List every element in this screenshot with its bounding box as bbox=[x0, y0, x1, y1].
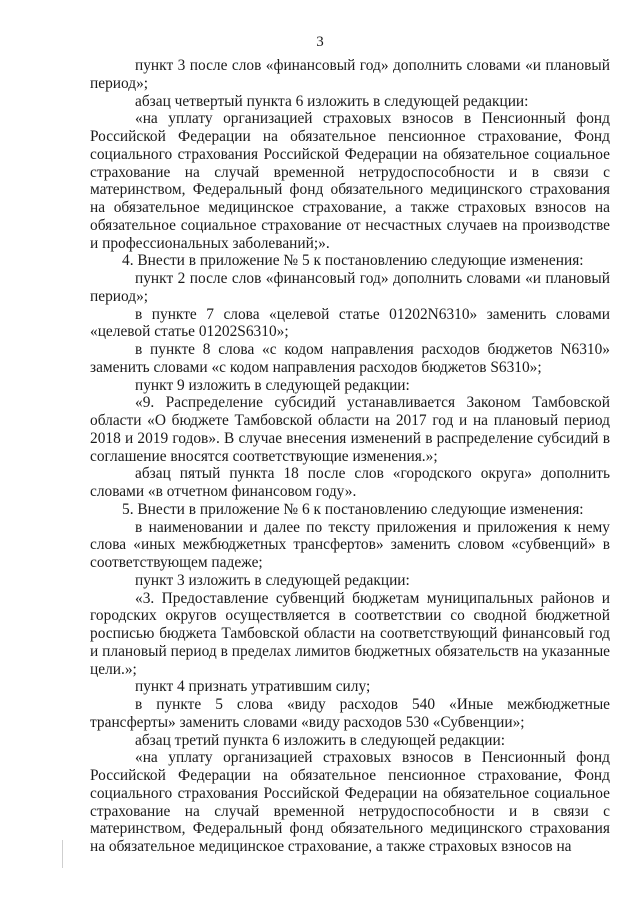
paragraph: абзац пятый пункта 18 после слов «городского округа» дополнить словами «в отчетном финансовом году». bbox=[90, 465, 610, 500]
paragraph: пункт 4 признать утратившим силу; bbox=[135, 678, 371, 696]
paragraph: абзац четвертый пункта 6 изложить в следующей редакции: bbox=[135, 92, 529, 110]
section-heading: 5. Внести в приложение № 6 к постановлению следующие изменения: bbox=[122, 500, 584, 518]
paragraph: пункт 2 после слов «финансовый год» дополнить словами «и плановый период»; bbox=[90, 270, 610, 305]
paragraph: в пункте 5 слова «виду расходов 540 «Иные межбюджетные трансферты» заменить словами «виду расходов 530 «Субвенции»; bbox=[90, 696, 610, 731]
paragraph: абзац третий пункта 6 изложить в следующей редакции: bbox=[135, 731, 505, 749]
paragraph: в пункте 8 слова «с кодом направления расходов бюджетов N6310» заменить словами «с кодом направления расходов бюджетов S6310»; bbox=[90, 341, 610, 376]
document-body bbox=[90, 57, 610, 856]
paragraph: в наименовании и далее по тексту приложения и приложения к нему слова «иных межбюджетных трансфертов» заменить словом «субвенций» в соответствующем падеже; bbox=[90, 518, 610, 571]
paragraph: «9. Распределение субсидий устанавливается Законом Тамбовской области «О бюджете Тамбовской области на 2017 год и на плановый период 2018 и 2019 годов». В случае внесения изменений в распределение субсидий в соглашение вносятся соответствующие изменения.»; bbox=[90, 394, 610, 465]
paragraph: «на уплату организацией страховых взносов в Пенсионный фонд Российской Федерации на обязательное пенсионное страхование, Фонд социального страхования Российской Федерации на обязательное социальное страхование на случай временной нетрудоспособности и в связи с материнством, Федеральный фонд обязательного медицинского страхования на обязательное медицинское страхование, а также страховых взносов на обязательное социальное страхование от несчастных случаев на производстве и профессиональных заболеваний;». bbox=[90, 110, 610, 252]
paragraph: пункт 3 изложить в следующей редакции: bbox=[135, 571, 410, 589]
paragraph: пункт 9 изложить в следующей редакции: bbox=[135, 376, 410, 394]
paragraph: «3. Предоставление субвенций бюджетам муниципальных районов и городских округов осуществляется в соответствии со сводной бюджетной росписью бюджета Тамбовской области на соответствующий финансовый год и плановый период в пределах лимитов бюджетных обязательств на указанные цели.»; bbox=[90, 589, 610, 678]
paragraph: в пункте 7 слова «целевой статье 01202N6310» заменить словами «целевой статье 01202S6310»; bbox=[90, 305, 610, 341]
paragraph: пункт 3 после слов «финансовый год» дополнить словами «и плановый период»; bbox=[90, 57, 610, 92]
section-heading: 4. Внести в приложение № 5 к постановлению следующие изменения: bbox=[122, 252, 584, 270]
paragraph: «на уплату организацией страховых взносов в Пенсионный фонд Российской Федерации на обязательное пенсионное страхование, Фонд социального страхования Российской Федерации на обязательное социальное страхование на случай временной нетрудоспособности и в связи с материнством, Федеральный фонд обязательного медицинского страхования на обязательное медицинское страхование, а также страховых взносов на bbox=[90, 749, 610, 855]
page-number: 3 bbox=[316, 34, 324, 50]
scan-margin-mark bbox=[62, 840, 63, 868]
